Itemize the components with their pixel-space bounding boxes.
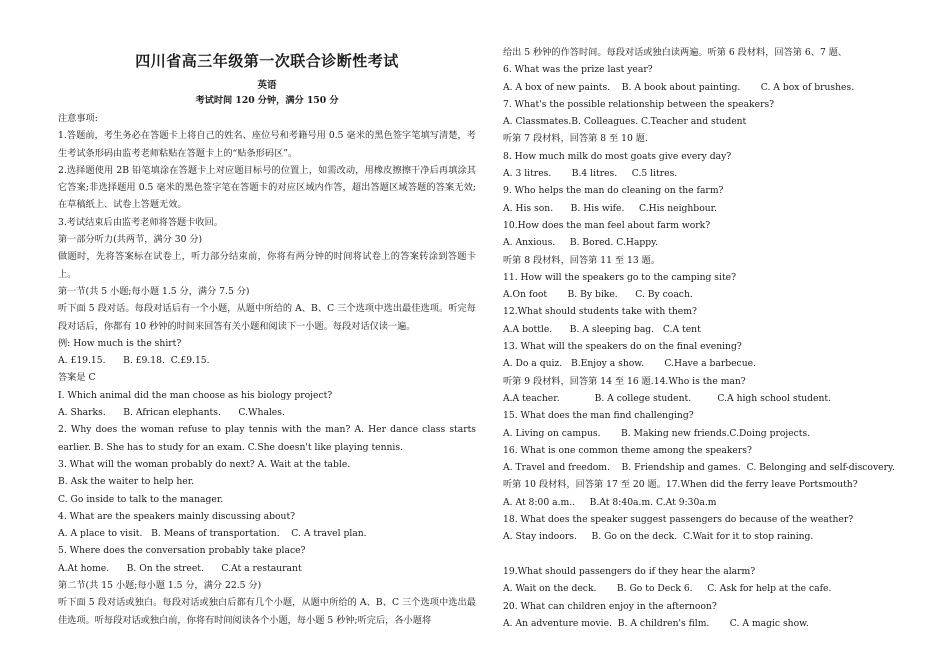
question-line: 18. What does the speaker suggest passengers do because of the weather? <box>503 514 854 526</box>
question-line: 10.How does the man feel about farm work? <box>503 219 711 231</box>
question-line: 20. What can children enjoy in the afternoon? <box>503 600 717 612</box>
question-line: 11. How will the speakers go to the camping site? <box>503 271 736 283</box>
left-column <box>58 50 476 629</box>
section2-instructions-tail: 给出 5 秒钟的作答时间。每段对话或独白读两遍。听第 6 段材料，回答第 6、7 题、 <box>503 47 848 58</box>
material-heading: 听第 7 段材料，回答第 8 至 10 题. <box>503 133 648 145</box>
section2-instructions-text: 听下面 5 段对话或独白。每段对话或独白后都有几个小题，从题中所给的 A、B、C 三个选项中选出最佳选项。听每段对话或独白前，你将有时间阅读各个小题，每小题 5 秒钟;听完后，各小题将 <box>58 597 476 626</box>
options-line: B. Ask the waiter to help her. <box>58 476 195 488</box>
section2-instructions-left <box>58 594 476 629</box>
options-line: A.At home. B. On the street. C.At a restaurant <box>58 562 302 574</box>
options-line: A. An adventure movie. B. A children's film. C. A magic show. <box>503 617 809 629</box>
options-line: A. At 8:00 a.m.. B.At 8:40a.m. C.At 9:30a.m <box>503 496 717 508</box>
options-line: A. 3 litres. B.4 litres. C.5 litres. <box>503 168 678 180</box>
right-column <box>503 44 915 632</box>
material-heading: 听第 8 段材料，回答第 11 至 13 题。 <box>503 254 660 266</box>
blank-line <box>503 546 915 563</box>
section1-heading: 第一节(共 5 小题;每小题 1.5 分，满分 7.5 分) <box>58 285 250 297</box>
options-line: A. Travel and freedom. B. Friendship and games. C. Belonging and self-discovery. <box>503 462 895 474</box>
question-line: 4. What are the speakers mainly discussing about? <box>58 510 296 522</box>
question-line: 2. Why does the woman refuse to play tennis with the man? A. Her dance class starts earlier. B. She has to study for an exam. C.She doesn't like playing tennis. <box>58 424 476 453</box>
question-line: 13. What will the speakers do on the final evening? <box>503 341 742 353</box>
options-line: A.On foot B. By bike. C. By coach. <box>503 289 693 301</box>
options-line: A. Anxious. B. Bored. C.Happy. <box>503 237 659 249</box>
options-line: A. A box of new paints. B. A book about painting. C. A box of brushes. <box>503 81 855 93</box>
part1-intro: 做题时，先将答案标在试卷上，听力部分结束前，你将有两分钟的时间将试卷上的答案转涂到答题卡上。 <box>58 251 476 280</box>
options-line: A. Sharks. B. African elephants. C.Whales. <box>58 407 285 419</box>
section2-instructions-continued <box>503 44 915 61</box>
question-line: 12.What should students take with them? <box>503 306 697 318</box>
options-line: A. Wait on the deck. B. Go to Deck 6. C. Ask for help at the cafe. <box>503 583 832 595</box>
question-line: 3. What will the woman probably do next? A. Wait at the table. <box>58 458 351 470</box>
options-line: A.A teacher. B. A college student. C.A high school student. <box>503 392 832 404</box>
options-line: C. Go inside to talk to the manager. <box>58 493 224 505</box>
note-item-2: 2.选择题使用 2B 铅笔填涂在答题卡上对应题目标号的位置上，如需改动，用橡皮擦擦干净后再填涂其它答案;非选择题用 0.5 毫米的黑色签字笔在答题卡的对应区域内作答，超出答题区域答题的答案无效;在草稿纸上、试卷上答题无效。 <box>58 164 476 211</box>
options-line: A. Classmates.B. Colleagues. C.Teacher and student <box>503 116 747 128</box>
example-options: A. £19.15. B. £9.18. C.£9.15. <box>58 355 210 367</box>
options-line: A. His son. B. His wife. C.His neighbour. <box>503 202 717 214</box>
question-line: 9. Who helps the man do cleaning on the farm? <box>503 185 724 197</box>
question-line: 16. What is one common theme among the speakers? <box>503 444 752 456</box>
question-line: 7. What's the possible relationship between the speakers? <box>503 98 775 110</box>
notes-heading: 注意事项: <box>58 113 98 124</box>
question-line: 6. What was the prize last year? <box>503 64 653 76</box>
note-item-3: 3.考试结束后由监考老师将答题卡收回。 <box>58 216 223 228</box>
options-line: A. A place to visit. B. Means of transportation. C. A travel plan. <box>58 528 367 540</box>
section2-heading: 第二节(共 15 小题;每小题 1.5 分，满分 22.5 分) <box>58 580 262 592</box>
page-title: 四川省高三年级第一次联合诊断性考试 <box>135 52 399 70</box>
options-line: A. Stay indoors. B. Go on the deck. C.Wait for it to stop raining. <box>503 531 814 543</box>
options-line: A.A bottle. B. A sleeping bag. C.A tent <box>503 323 701 335</box>
subject-label: 英语 <box>257 80 277 91</box>
exam-info: 考试时间 120 分钟，满分 150 分 <box>195 95 339 106</box>
material-heading: 听第 10 段材料，回答第 17 至 20 题。17.When did the ferry leave Portsmouth? <box>503 479 858 491</box>
example-question: 例: How much is the shirt? <box>58 337 182 349</box>
question-line: 19.What should passengers do if they hear the alarm? <box>503 565 756 577</box>
question-line: 5. Where does the conversation probably take place? <box>58 545 306 557</box>
material-heading: 听第 9 段材料，回答第 14 至 16 题.14.Who is the man? <box>503 375 746 387</box>
question-line: 15. What does the man find challenging? <box>503 410 694 422</box>
options-line: A. Do a quiz. B.Enjoy a show. C.Have a barbecue. <box>503 358 756 370</box>
question-line: 8. How much milk do most goats give every day? <box>503 150 732 162</box>
part1-heading: 第一部分听力(共两节，满分 30 分) <box>58 234 203 246</box>
note-item-1: 1.答题前，考生务必在答题卡上将自己的姓名、座位号和考籍号用 0.5 毫米的黑色签字笔填写清楚，考生考试条形码由监考老师粘贴在答题卡上的“贴条形码区”。 <box>58 130 476 159</box>
example-answer: 答案是 C <box>58 372 96 384</box>
options-line: A. Living on campus. B. Making new friends.C.Doing projects. <box>503 427 811 439</box>
question-line: I. Which animal did the man choose as his biology project? <box>58 389 333 401</box>
section1-instructions: 听下面 5 段对话。每段对话后有一个小题，从题中所给的 A、B、C 三个选项中选出最佳选项。听完每段对话后，你都有 10 秒钟的时间来回答有关小题和阅读下一小题。每段对话仅读一遍。 <box>58 303 476 332</box>
